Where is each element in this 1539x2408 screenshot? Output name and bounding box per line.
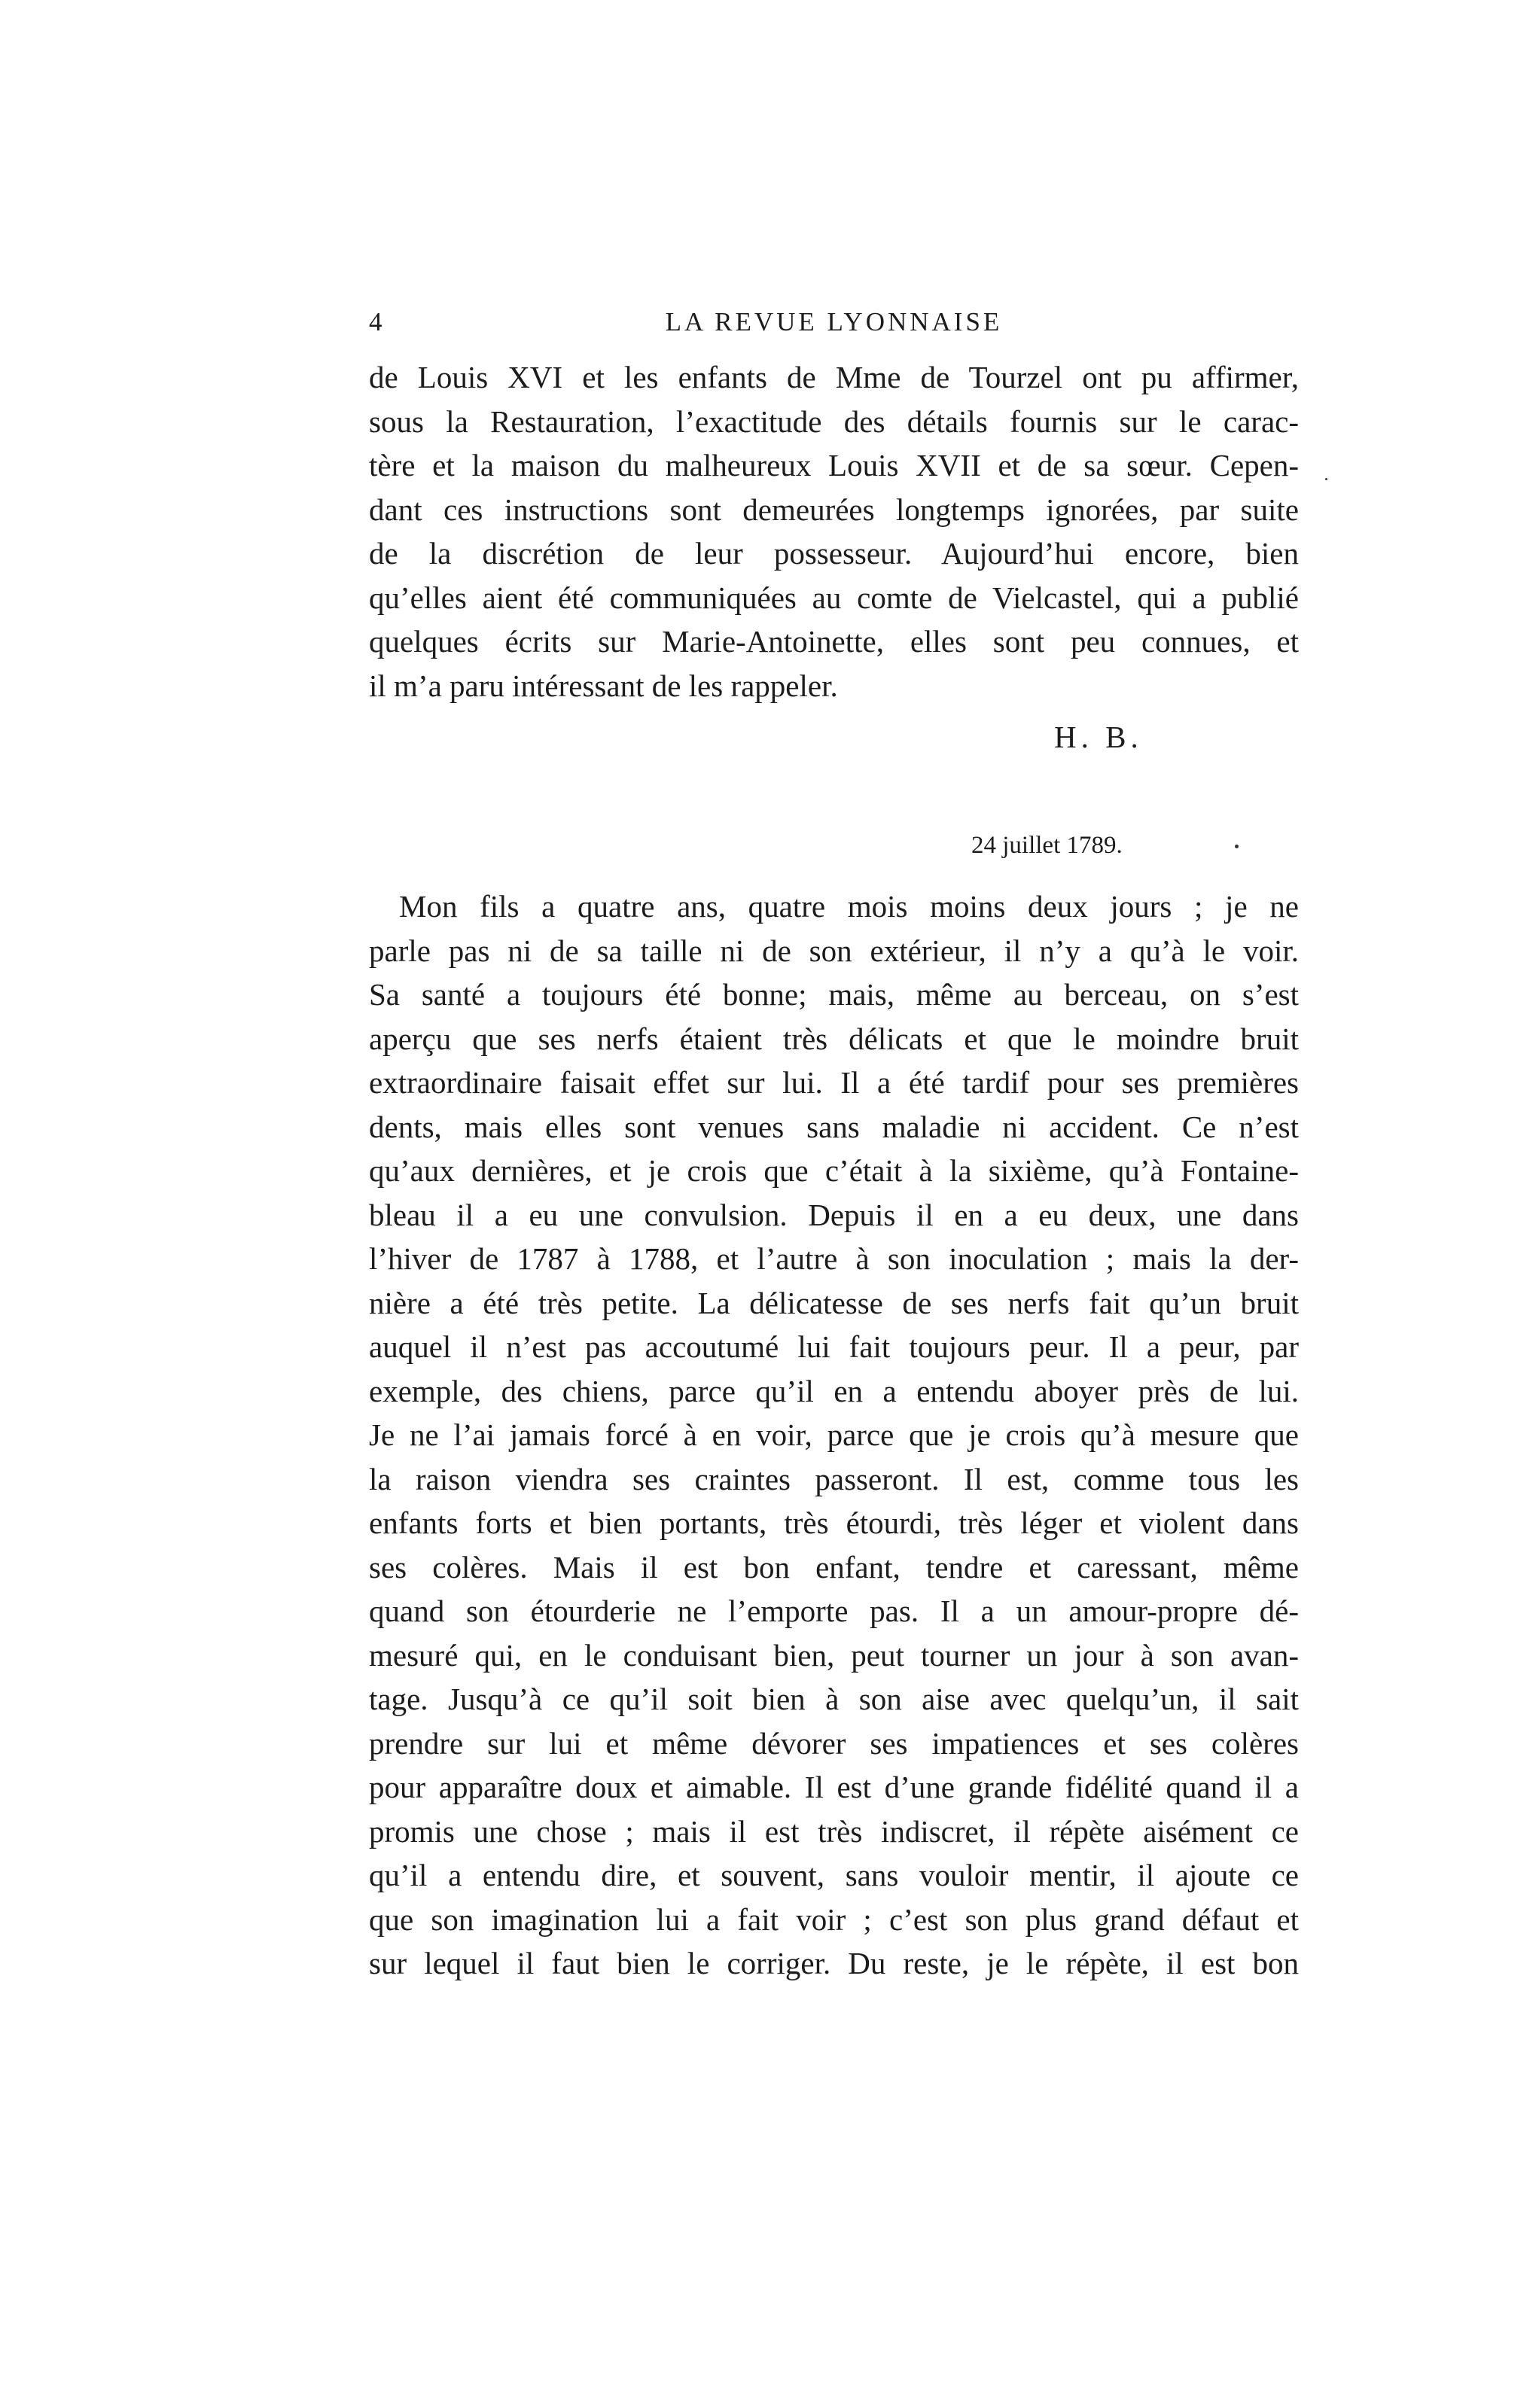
text-line: auquel il n’est pas accoutumé lui fait toujours peur. Il a peur, par	[369, 1329, 1299, 1364]
text-line: prendre sur lui et même dévorer ses impatiences et ses colères	[369, 1725, 1299, 1761]
page-number: 4	[369, 307, 386, 336]
running-head	[369, 307, 1299, 345]
text-line: il m’a paru intéressant de les rappeler.	[369, 668, 838, 703]
text-line: de Louis XVI et les enfants de Mme de Tourzel ont pu affirmer,	[369, 360, 1299, 394]
text-line: extraordinaire faisait effet sur lui. Il a été tardif pour ses premières	[369, 1065, 1299, 1100]
text-line: dents, mais elles sont venues sans maladie ni accident. Ce n’est	[369, 1109, 1299, 1144]
text-line: pour apparaître doux et aimable. Il est d’une grande fidélité quand il a	[369, 1770, 1299, 1804]
text-line: que son imagination lui a fait voir ; c’est son plus grand défaut et	[369, 1901, 1299, 1937]
text-line: la raison viendra ses craintes passeront. Il est, comme tous les	[369, 1461, 1299, 1496]
journal-title: LA REVUE LYONNAISE	[665, 307, 1003, 336]
text-line: exemple, des chiens, parce qu’il en a entendu aboyer près de lui.	[369, 1373, 1299, 1408]
text-line: sous la Restauration, l’exactitude des détails fournis sur le carac-	[369, 403, 1299, 439]
text-line: l’hiver de 1787 à 1788, et l’autre à son inoculation ; mais la der-	[369, 1241, 1299, 1276]
text-line: tage. Jusqu’à ce qu’il soit bien à son aise avec quelqu’un, il sait	[369, 1682, 1299, 1716]
text-line: sur lequel il faut bien le corriger. Du reste, je le répète, il est bon	[369, 1946, 1299, 1980]
text-line: ses colères. Mais il est bon enfant, tendre et caressant, même	[369, 1549, 1299, 1585]
text-line: enfants forts et bien portants, très étourdi, très léger et violent dans	[369, 1505, 1299, 1540]
text-line: quand son étourderie ne l’emporte pas. Il a un amour-propre dé-	[369, 1594, 1299, 1628]
text-line: aperçu que ses nerfs étaient très délicats et que le moindre bruit	[369, 1021, 1299, 1056]
text-line: Je ne l’ai jamais forcé à en voir, parce que je crois qu’à mesure que	[369, 1417, 1299, 1452]
text-line: Sa santé a toujours été bonne; mais, même au berceau, on s’est	[369, 977, 1299, 1012]
intro-paragraph	[369, 355, 1299, 708]
text-line: parle pas ni de sa taille ni de son extérieur, il n’y a qu’à le voir.	[369, 933, 1299, 968]
ink-speck	[1235, 845, 1239, 848]
text-line: Mon fils a quatre ans, quatre mois moins deux jours ; je ne	[399, 889, 1299, 924]
text-line: quelques écrits sur Marie-Antoinette, elles sont peu connues, et	[369, 624, 1299, 659]
text-line: nière a été très petite. La délicatesse de ses nerfs fait qu’un bruit	[369, 1285, 1299, 1320]
letter-date: 24 juillet 1789.	[971, 832, 1123, 859]
letter-paragraph	[369, 884, 1299, 1986]
text-line: tère et la maison du malheureux Louis XVII et de sa sœur. Cepen-	[369, 448, 1299, 483]
text-line: mesuré qui, en le conduisant bien, peut tourner un jour à son avan-	[369, 1637, 1299, 1673]
signature: H. B.	[1054, 720, 1143, 754]
text-line: qu’il a entendu dire, et souvent, sans vouloir mentir, il ajoute ce	[369, 1858, 1299, 1892]
text-line: de la discrétion de leur possesseur. Aujourd’hui encore, bien	[369, 536, 1299, 571]
text-line: qu’aux dernières, et je crois que c’était à la sixième, qu’à Fontaine-	[369, 1153, 1299, 1188]
text-line: promis une chose ; mais il est très indiscret, il répète aisément ce	[369, 1813, 1299, 1849]
text-line: bleau il a eu une convulsion. Depuis il en a eu deux, une dans	[369, 1197, 1299, 1232]
text-line: qu’elles aient été communiquées au comte de Vielcastel, qui a publié	[369, 580, 1299, 615]
ink-speck	[1325, 478, 1327, 480]
text-line: dant ces instructions sont demeurées longtemps ignorées, par suite	[369, 492, 1299, 527]
